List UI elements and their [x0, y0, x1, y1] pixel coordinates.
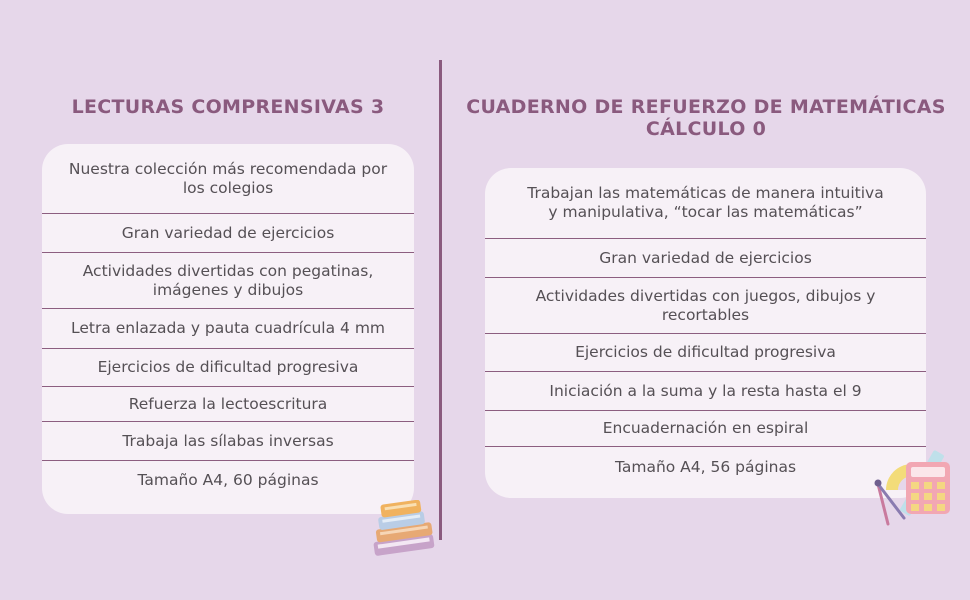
right-title-line: CÁLCULO 0: [645, 118, 767, 140]
left-section-title: [42, 96, 414, 118]
left-features-card: [42, 144, 414, 514]
left-feature-item: Tamaño A4, 60 páginas: [137, 470, 319, 489]
right-feature-item: Trabajan las matemáticas de manera intuitiva y manipulativa, “tocar las matemáticas”: [485, 168, 926, 239]
left-feature-item: Refuerza la lectoescritura: [42, 387, 414, 422]
books-stack-icon: [366, 500, 440, 562]
left-feature-item: Ejercicios de dificultad progresiva: [42, 349, 414, 387]
column-divider: [439, 60, 442, 540]
left-feature-item: Nuestra colección más recomendada por los colegios: [42, 144, 414, 214]
left-title-line: LECTURAS COMPRENSIVAS 3: [71, 96, 385, 118]
right-title-line: CUADERNO DE REFUERZO DE MATEMÁTICAS: [466, 96, 946, 118]
left-feature-item: Actividades divertidas con pegatinas, imágenes y dibujos: [42, 253, 414, 309]
right-section-title: [466, 96, 946, 140]
right-feature-item: Iniciación a la suma y la resta hasta el 9: [485, 372, 926, 411]
left-feature-item: Letra enlazada y pauta cuadrícula 4 mm: [42, 309, 414, 349]
left-feature-item: Gran variedad de ejercicios: [42, 214, 414, 253]
right-features-card: [485, 168, 926, 498]
right-feature-item: Ejercicios de dificultad progresiva: [485, 334, 926, 372]
right-feature-item: Tamaño A4, 56 páginas: [614, 457, 797, 476]
right-feature-item: Encuadernación en espiral: [485, 411, 926, 447]
right-feature-item: Gran variedad de ejercicios: [485, 239, 926, 278]
math-tools-icon: [868, 442, 956, 528]
left-feature-item: Trabaja las sílabas inversas: [42, 422, 414, 461]
right-feature-item: Actividades divertidas con juegos, dibujos y recortables: [485, 278, 926, 334]
